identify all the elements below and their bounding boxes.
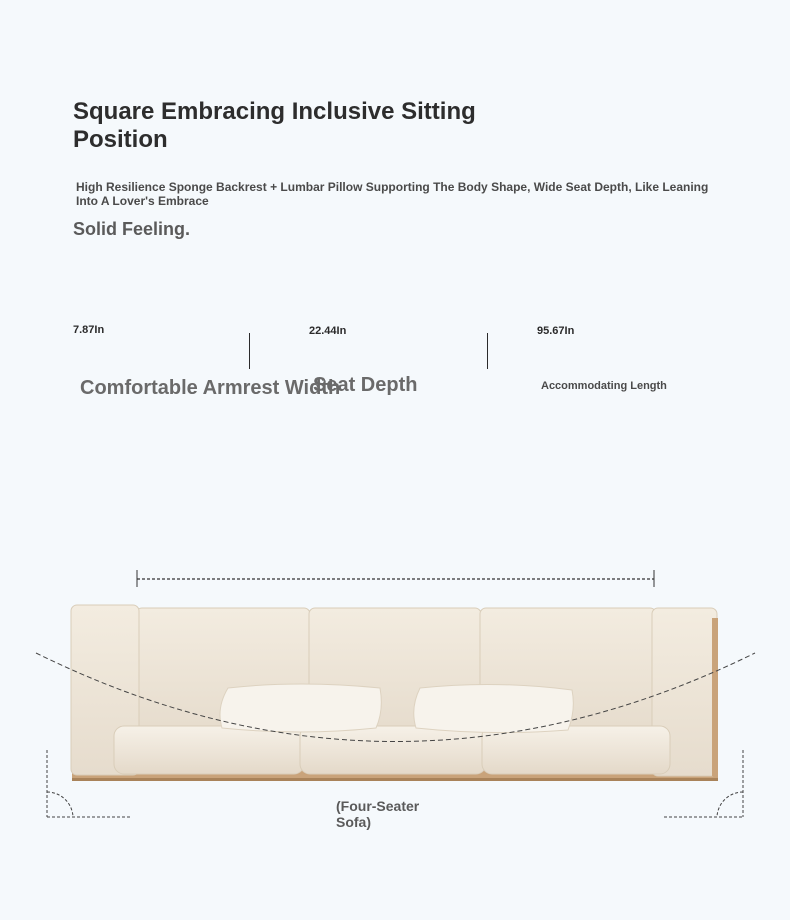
page-title: Square Embracing Inclusive Sitting Position bbox=[73, 98, 476, 153]
spec-value-seat-depth: 22.44In bbox=[309, 325, 347, 337]
page-subtitle: High Resilience Sponge Backrest + Lumbar Pillow Supporting The Body Shape, Wide Seat Depth, Like Leaning Into A Lover's Embrace bbox=[76, 180, 709, 208]
product-caption: (Four-Seater Sofa) bbox=[336, 798, 420, 830]
spec-value-armrest-width: 7.87In bbox=[73, 324, 105, 336]
spec-value-length: 95.67In bbox=[537, 325, 575, 337]
length-dimension-line bbox=[137, 570, 654, 587]
spec-label-armrest-width: Comfortable Armrest Width bbox=[80, 377, 341, 399]
spec-divider bbox=[487, 333, 488, 369]
spec-label-length: Accommodating Length bbox=[541, 380, 667, 392]
spec-divider bbox=[249, 333, 250, 369]
tagline: Solid Feeling. bbox=[73, 219, 191, 239]
spec-label-seat-depth: Seat Depth bbox=[313, 374, 418, 396]
